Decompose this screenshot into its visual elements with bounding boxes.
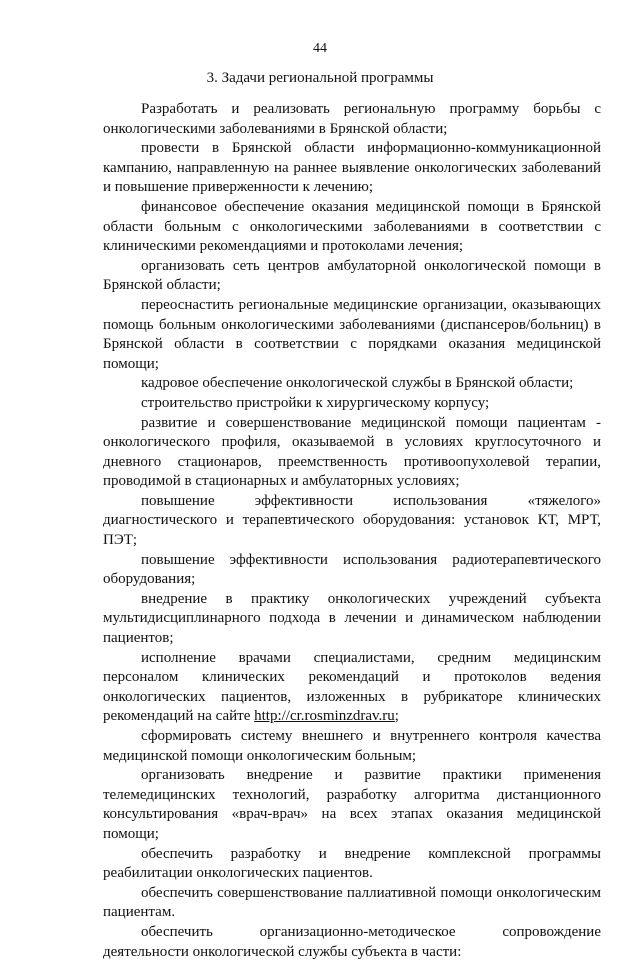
task-paragraph: строительство пристройки к хирургическому корпусу; (141, 394, 490, 411)
section-title: 3. Задачи региональной программы (206, 70, 434, 86)
recommendations-text-end: ; (394, 708, 399, 725)
page-number: 44 (313, 41, 327, 56)
rubricator-link[interactable]: http://cr.rosminzdrav.ru (254, 708, 395, 725)
tasks-list (103, 100, 601, 962)
task-paragraph-recommendations (103, 649, 601, 727)
task-paragraph: Разработать и реализовать региональную программу борьбы с онкологическими заболеваниями в Брянской области; (103, 101, 601, 137)
task-paragraph: развитие и совершенствование медицинской помощи пациентам - онкологического профиля, оказываемой в условиях круглосуточного и дневного стационаров, преемственность противоопухолевой терапии, проводимой в стационарных и амбулаторных условиях; (103, 414, 601, 490)
recommendations-text: исполнение врачами специалистами, средним медицинским персоналом клинических рекомендаций и протоколов ведения онкологических пациентов, изложенных в рубрикаторе клинических рекомендаций на сайте (103, 649, 601, 725)
task-paragraph: повышение эффективности использования «тяжелого» диагностического и терапевтического оборудования: установок КТ, МРТ, ПЭТ; (103, 492, 601, 549)
task-paragraph: финансовое обеспечение оказания медицинской помощи в Брянской области больным с онкологическими заболеваниями в соответствии с клиническими рекомендациями и протоколами лечения; (103, 198, 601, 255)
task-paragraph: провести в Брянской области информационно-коммуникационной кампанию, направленную на раннее выявление онкологических заболеваний и повышение приверженности к лечению; (103, 140, 601, 196)
task-paragraph: кадровое обеспечение онкологической службы в Брянской области; (141, 375, 574, 392)
task-paragraph: внедрение в практику онкологических учреждений субъекта мультидисциплинарного подхода в лечении и динамическом наблюдении пациентов; (103, 590, 601, 647)
task-paragraph: обеспечить организационно-методическое сопровождение деятельности онкологической службы субъекта в части: (103, 923, 601, 960)
task-paragraph: переоснастить региональные медицинские организации, оказывающих помощь больным онкологическими заболеваниями (диспансеров/больниц) в Брянской области в соответствии с порядками оказания медицинской помощи; (103, 296, 601, 372)
task-paragraph: сформировать систему внешнего и внутреннего контроля качества медицинской помощи онкологическим больным; (103, 728, 601, 764)
task-paragraph: обеспечить разработку и внедрение комплексной программы реабилитации онкологических пациентов. (103, 845, 601, 882)
task-paragraph: организовать сеть центров амбулаторной онкологической помощи в Брянской области; (103, 257, 601, 294)
task-paragraph: организовать внедрение и развитие практики применения телемедицинских технологий, разработку алгоритма дистанционного консультирования «врач-врач» на всех этапах оказания медицинской помощи; (103, 767, 601, 842)
task-paragraph: обеспечить совершенствование паллиативной помощи онкологическим пациентам. (103, 884, 601, 921)
task-paragraph: повышение эффективности использования радиотерапевтического оборудования; (103, 551, 601, 588)
